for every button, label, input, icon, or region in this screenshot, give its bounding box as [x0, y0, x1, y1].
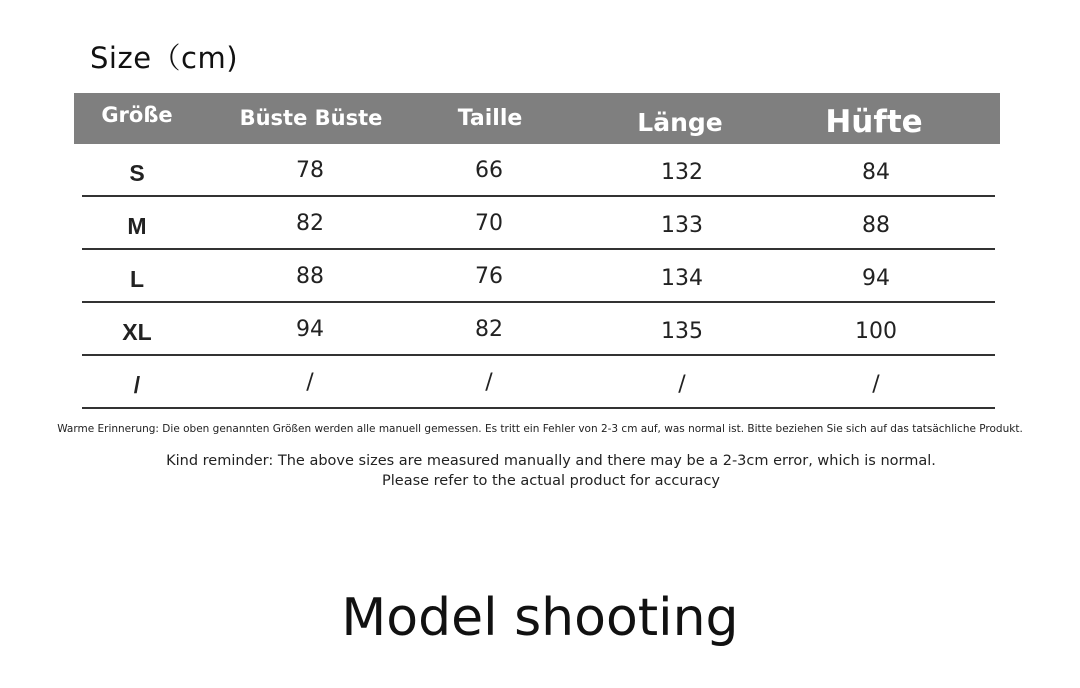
- cell-hip: 84: [862, 160, 890, 185]
- cell-bust: 78: [296, 158, 324, 183]
- cell-bust: 88: [296, 264, 324, 289]
- cell-size: S: [129, 160, 145, 186]
- cell-length: 133: [661, 213, 703, 238]
- table-row: [82, 197, 995, 250]
- cell-size: XL: [122, 319, 152, 345]
- cell-size: /: [133, 372, 141, 398]
- german-reminder-note: Warme Erinnerung: Die oben genannten Größen werden alle manuell gemessen. Es tritt ein Fehler von 2-3 cm auf, was normal ist. Bitte beziehen Sie sich auf das tatsächliche Produkt.: [57, 423, 1023, 435]
- header-bueste: Büste Büste: [239, 106, 383, 130]
- cell-size: L: [129, 266, 145, 292]
- table-row: [82, 144, 995, 197]
- english-reminder-line-2: Please refer to the actual product for accuracy: [382, 473, 720, 489]
- cell-waist: /: [485, 370, 493, 395]
- table-row: [82, 250, 995, 303]
- cell-waist: 66: [475, 158, 503, 183]
- size-chart-title: Size（cm): [90, 41, 239, 75]
- table-header: [74, 93, 1000, 144]
- header-laenge: Länge: [637, 108, 723, 137]
- model-shooting-heading: Model shooting: [341, 588, 739, 648]
- cell-bust: /: [306, 370, 314, 395]
- header-groesse: Größe: [101, 103, 173, 127]
- cell-length: 135: [661, 319, 703, 344]
- cell-bust: 94: [296, 317, 324, 342]
- cell-hip: /: [872, 372, 880, 397]
- cell-waist: 76: [475, 264, 503, 289]
- cell-bust: 82: [296, 211, 324, 236]
- cell-waist: 70: [475, 211, 503, 236]
- cell-waist: 82: [475, 317, 503, 342]
- cell-size: M: [127, 213, 147, 239]
- english-reminder-note: [0, 451, 1080, 491]
- english-reminder-line-1: Kind reminder: The above sizes are measured manually and there may be a 2-3cm error, which is normal.: [166, 453, 936, 469]
- cell-hip: 88: [862, 213, 890, 238]
- header-taille: Taille: [457, 106, 523, 131]
- cell-length: 132: [661, 160, 703, 185]
- cell-length: /: [678, 372, 686, 397]
- header-huefte: Hüfte: [825, 104, 923, 140]
- cell-hip: 94: [862, 266, 890, 291]
- table-row: [82, 356, 995, 409]
- cell-hip: 100: [855, 319, 897, 344]
- size-table: [74, 93, 1000, 409]
- table-row: [82, 303, 995, 356]
- cell-length: 134: [661, 266, 703, 291]
